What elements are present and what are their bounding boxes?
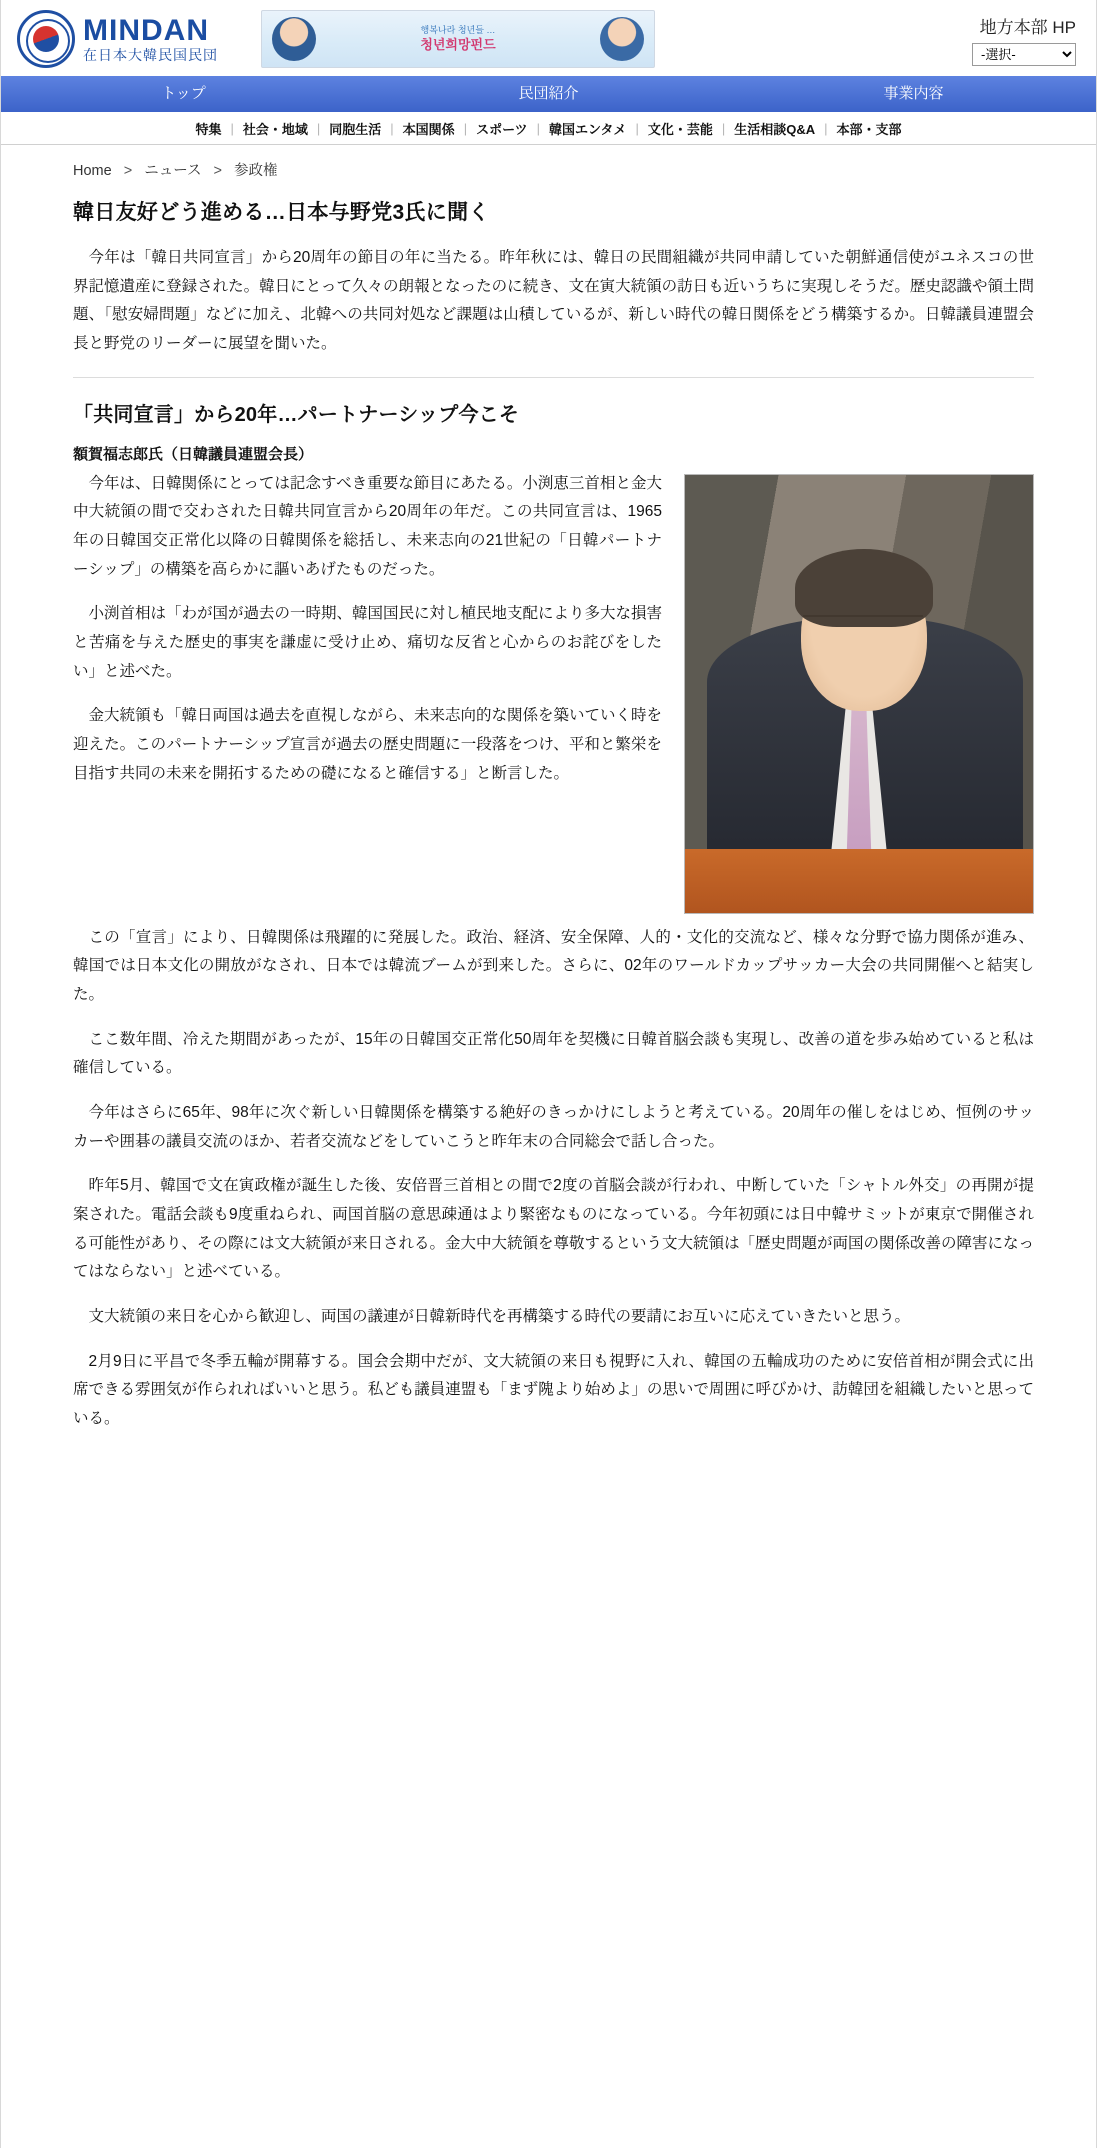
nav-item-activities[interactable]: 事業内容 <box>883 85 944 102</box>
breadcrumb-current: 参政権 <box>234 163 278 179</box>
article-paragraph: 金大統領も「韓日両国は過去を直視しながら、未来志向的な関係を築いていく時を迎えた。このパートナーシップ宣言が過去の歴史問題に一段落をつけ、平和と繁栄を目指す共同の未来を開拓するための礎になると確信する」と断言した。 <box>73 707 663 782</box>
breadcrumb-news[interactable]: ニュース <box>144 163 202 179</box>
subnav-item-branches[interactable]: 本部・支部 <box>836 121 902 137</box>
nav-item-top[interactable]: トップ <box>161 85 206 102</box>
banner-person-left-icon <box>272 17 316 61</box>
photo-glasses <box>803 615 923 643</box>
subnav-separator: | <box>824 120 828 136</box>
article-byline: 額賀福志郎氏（日韓議員連盟会長） <box>73 445 314 463</box>
banner-person-right-icon <box>600 17 644 61</box>
article-paragraph: ここ数年間、冷えた期間があったが、15年の日韓国交正常化50周年を契機に日韓首脳会談も実現し、改善の道を歩み始めていると私は確信している。 <box>73 1030 1034 1077</box>
breadcrumb <box>1 145 1096 186</box>
header-right <box>972 13 1080 66</box>
logo-text <box>83 15 218 63</box>
article-paragraph: 昨年5月、韓国で文在寅政権が誕生した後、安倍晋三首相との間で2度の首脳会談が行われ、中断していた「シャトル外交」の再開が提案された。電話会談も9度重ねられ、両国首脳の意思疎通はより緊密なものになっている。今年初頭には日中韓サミットが東京で開催される可能性があり、その際には文大統領が来日される。金大中大統領を尊敬するという文大統領は「歴史問題が両国の関係改善の障害になってはならない」と述べている。 <box>73 1177 1035 1281</box>
subnav-item-community-life[interactable]: 同胞生活 <box>329 121 382 137</box>
article <box>1 196 1096 1490</box>
section-title: 「共同宣言」から20年…パートナーシップ今こそ <box>73 403 520 426</box>
site-header <box>1 0 1096 76</box>
primary-nav <box>1 76 1096 112</box>
logo-sub-text: 在日本大韓民国民団 <box>83 47 218 64</box>
promo-banner[interactable] <box>261 10 655 68</box>
subnav-separator: | <box>316 120 321 136</box>
banner-text <box>420 25 495 53</box>
subnav-item-culture[interactable]: 文化・芸能 <box>647 121 713 137</box>
subnav-separator: | <box>463 120 468 136</box>
local-hq-hp-label: 地方本部 HP <box>979 17 1076 37</box>
breadcrumb-arrow-icon: > <box>213 163 222 179</box>
subnav-separator: | <box>536 120 540 136</box>
subnav-item-kentertainment[interactable]: 韓国エンタメ <box>548 121 627 137</box>
article-paragraph: 文大統領の来日を心から歓迎し、両国の議連が日韓新時代を再構築する時代の要請にお互いに応えていきたいと思う。 <box>88 1308 911 1326</box>
logo-main-text: MINDAN <box>83 13 209 47</box>
breadcrumb-home[interactable]: Home <box>73 163 112 179</box>
subnav-separator: | <box>390 120 394 136</box>
subnav-separator: | <box>635 120 639 136</box>
banner-maintext: 청년희망펀드 <box>420 36 496 52</box>
subnav-item-life-qa[interactable]: 生活相談Q&A <box>734 121 816 137</box>
subnav-separator: | <box>230 120 234 136</box>
article-paragraph: 今年はさらに65年、98年に次ぐ新しい日韓関係を構築する絶好のきっかけにしようと考えている。20周年の催しをはじめ、恒例のサッカーや囲碁の議員交流のほか、若者交流などをしていこうと昨年末の合同総会で話し合った。 <box>73 1104 1034 1150</box>
article-paragraph: この「宣言」により、日韓関係は飛躍的に発展した。政治、経済、安全保障、人的・文化的交流など、様々な分野で協力関係が進み、韓国では日本文化の開放がなされ、日本では韓流ブームが到来した。さらに、02年のワールドカップサッカー大会の共同開催へと結実した。 <box>73 928 1034 1004</box>
subnav-item-homeland[interactable]: 本国関係 <box>402 121 455 137</box>
article-paragraph: 2月9日に平昌で冬季五輪が開幕する。国会会期中だが、文大統領の来日も視野に入れ、韓国の五輪成功のために安倍首相が開会式に出席できる雰囲気が作られればいいと思う。私ども議員連盟も「まず隗より始めよ」の思いで周囲に呼びかけ、訪韓団を組織したいと思っている。 <box>73 1352 1034 1428</box>
article-lead: 今年は「韓日共同宣言」から20周年の節目の年に当たる。昨年秋には、韓日の民間組織が共同申請していた朝鮮通信使がユネスコの世界記憶遺産に登録された。韓日にとって久々の朗報となったのに続き、文在寅大統領の訪日も近いうちに実現しそうだ。歴史認識や領土問題、「慰安婦問題」などに加え、北韓への共同対処など課題は山積しているが、新しい時代の韓日関係をどう構築するか。日韓議員連盟会長と野党のリーダーに展望を聞いた。 <box>73 249 1034 353</box>
article-paragraph: 小渕首相は「わが国が過去の一時期、韓国国民に対し植民地支配により多大な損害と苦痛を与えた歴史的事実を謙虚に受け止め、痛切な反省と心からのお詫びをしたい」と述べた。 <box>73 605 663 680</box>
local-hq-select[interactable] <box>972 43 1076 66</box>
photo-desk <box>685 849 1033 913</box>
mindan-logo-icon <box>17 10 75 68</box>
site-logo[interactable] <box>17 10 247 68</box>
article-paragraph: 今年は、日韓関係にとっては記念すべき重要な節目にあたる。小渕恵三首相と金大中大統領の間で交わされた日韓共同宣言から20周年の年だ。この共同宣言は、1965年の日韓国交正常化以降の日韓関係を総括し、未来志向の21世紀の「日韓パートナーシップ」の構築を高らかに謳いあげたものだった。 <box>73 474 662 578</box>
section-divider <box>73 377 1034 378</box>
portrait-photo <box>684 474 1034 914</box>
subnav-separator: | <box>721 120 726 136</box>
page-title: 韓日友好どう進める…日本与野党3氏に聞く <box>73 201 490 224</box>
subnav-item-society[interactable]: 社会・地域 <box>242 121 308 137</box>
banner-subtext: 행복나라 청년들 … <box>420 25 496 36</box>
article-figure <box>684 474 1034 914</box>
subnav-item-sports[interactable]: スポーツ <box>476 121 528 137</box>
secondary-nav <box>1 112 1096 145</box>
subnav-item-special[interactable]: 特集 <box>195 121 222 137</box>
breadcrumb-arrow-icon: > <box>123 163 133 179</box>
nav-item-about[interactable]: 民団紹介 <box>518 85 579 102</box>
